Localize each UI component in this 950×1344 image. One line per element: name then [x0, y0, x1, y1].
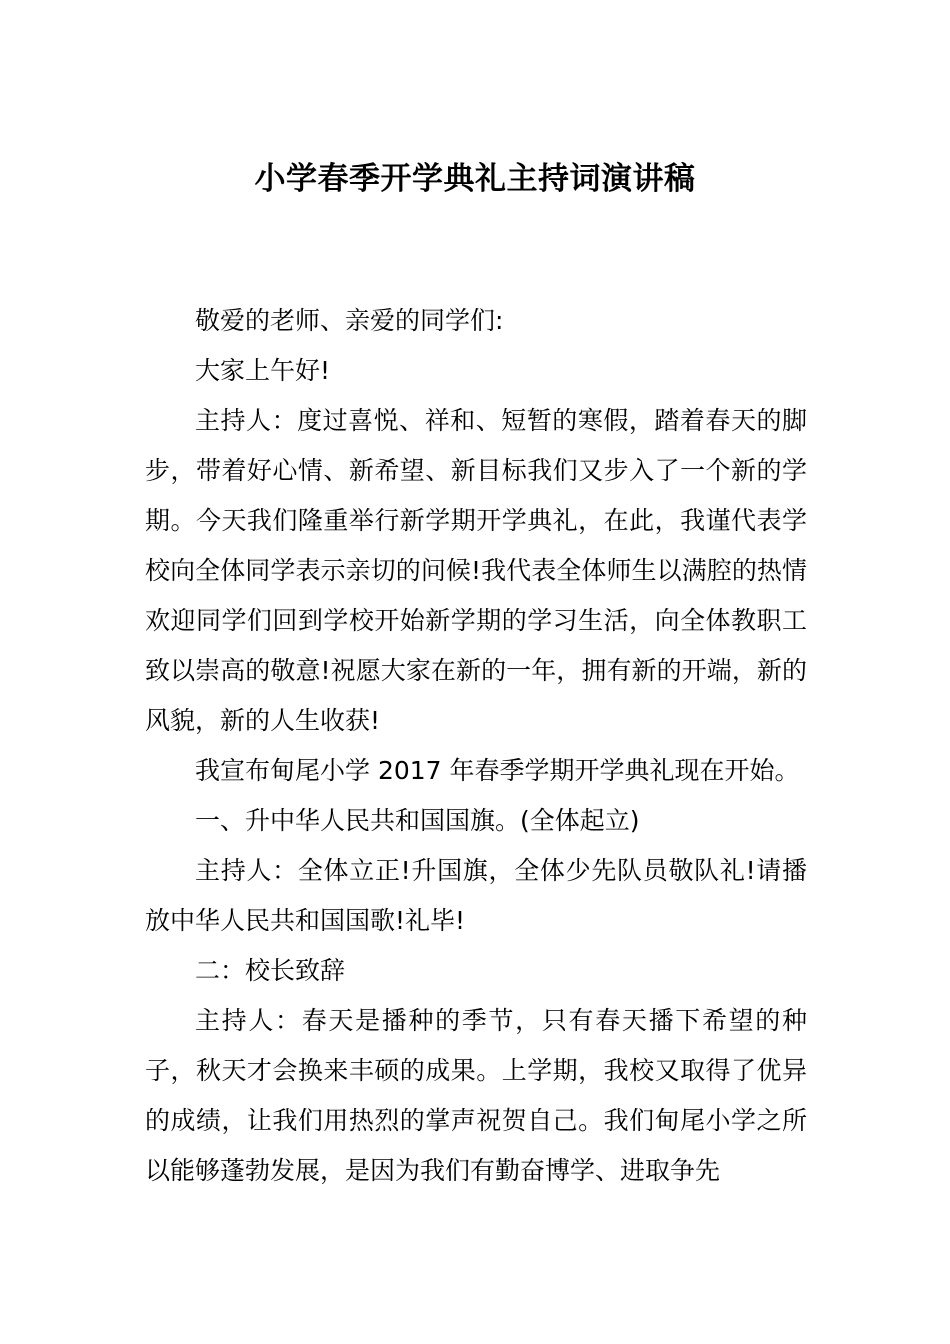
paragraph-announcement: 我宣布甸尾小学 2017 年春季学期开学典礼现在开始。: [195, 756, 800, 785]
paragraph-host-opening: 主持人：度过喜悦、祥和、短暂的寒假，踏着春天的脚步，带着好心情、新希望、新目标我们又步入了一个新的学期。今天我们隆重举行新学期开学典礼，在此，我谨代表学校向全体同学表示亲切的问候!我代表全体师生以满腔的热情欢迎同学们回到学校开始新学期的学习生活，向全体教职工致以崇高的敬意!祝愿大家在新的一年，拥有新的开端，新的风貌，新的人生收获!: [145, 406, 807, 735]
document-body: [145, 296, 807, 1196]
paragraph-greeting: 大家上午好!: [195, 356, 331, 385]
paragraph-host-spring: 主持人：春天是播种的季节，只有春天播下希望的种子，秋天才会换来丰硕的成果。上学期，我校又取得了优异的成绩，让我们用热烈的掌声祝贺自己。我们甸尾小学之所以能够蓬勃发展，是因为我们有勤奋博学、进取争先: [145, 1006, 807, 1185]
paragraph-section-two: 二：校长致辞: [195, 956, 346, 985]
paragraph-section-one: 一、升中华人民共和国国旗。(全体起立): [195, 806, 640, 835]
document-title: 小学春季开学典礼主持词演讲稿: [254, 161, 696, 197]
paragraph-host-flag: 主持人：全体立正!升国旗，全体少先队员敬队礼!请播放中华人民共和国国歌!礼毕!: [145, 856, 807, 935]
paragraph-salutation: 敬爱的老师、亲爱的同学们:: [195, 306, 504, 335]
